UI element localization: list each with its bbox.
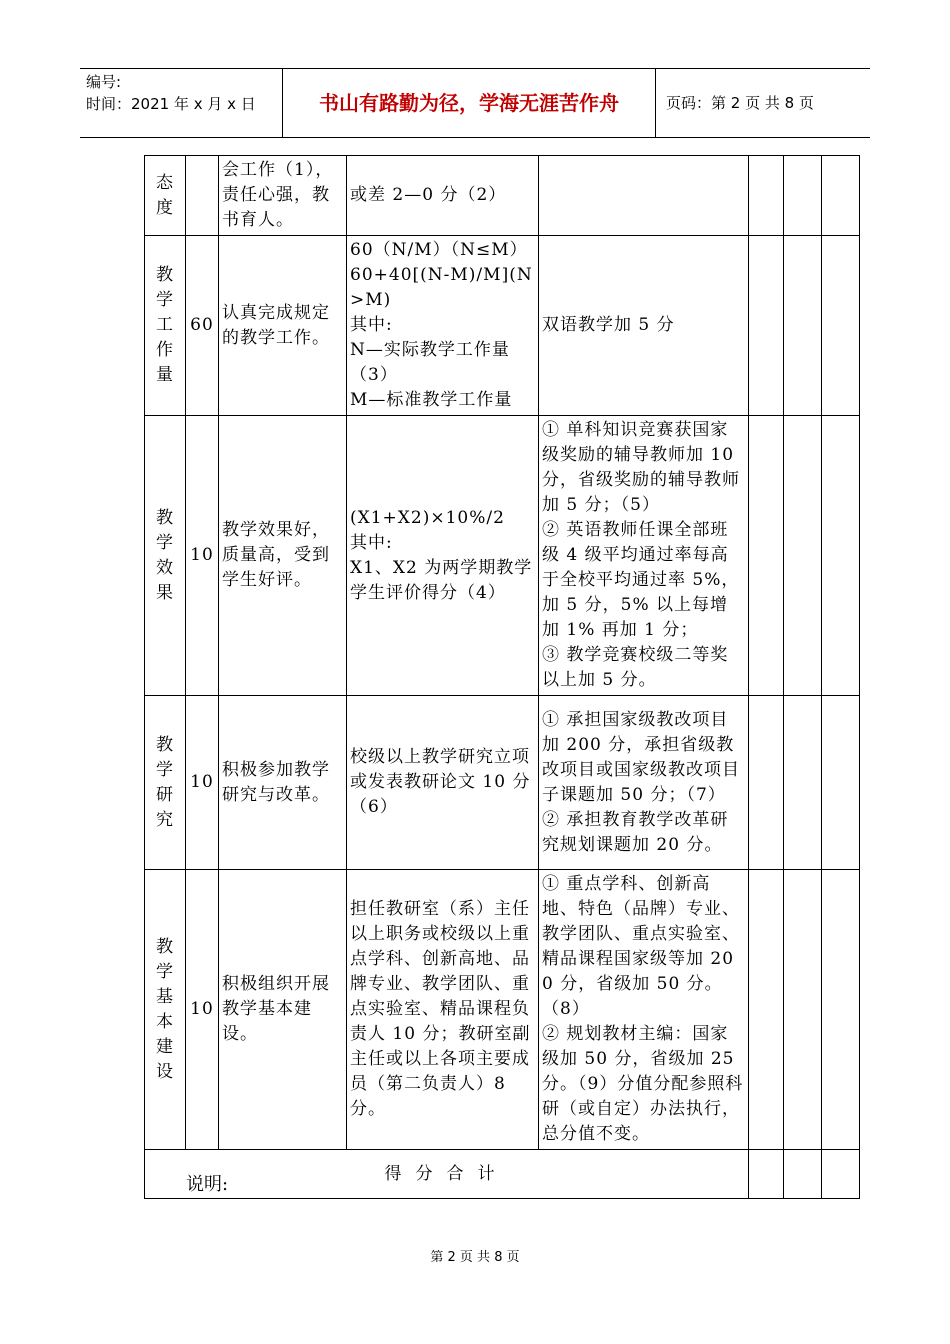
category-label: 教学研究	[156, 734, 174, 830]
header-page-info: 页码：第 2 页 共 8 页	[666, 94, 814, 112]
score-entry-cell	[822, 696, 860, 870]
header-motto: 书山有路勤为径，学海无涯苦作舟	[282, 69, 656, 137]
bonus-cell: ① 单科知识竞赛获国家级奖励的辅导教师加 10 分，省级奖励的辅导教师加 5 分；（5） ② 英语教师任课全部班级 4 级平均通过率每高于全校平均通过率 5%，加 5 分，5% 以上每增加 1% 再加 1 分； ③ 教学竞赛校级二等奖以上加 5 分。	[539, 416, 749, 696]
category-label: 态度	[156, 172, 174, 218]
code-label: 编号:	[86, 73, 122, 91]
category-label: 教学效果	[156, 507, 174, 603]
score-entry-cell	[749, 870, 784, 1150]
category-cell	[145, 236, 186, 416]
score-entry-cell	[749, 696, 784, 870]
bonus-cell	[539, 156, 749, 236]
evaluation-table	[144, 155, 860, 1199]
score-entry-cell	[749, 236, 784, 416]
table-row	[145, 236, 860, 416]
category-cell	[145, 696, 186, 870]
category-cell	[145, 156, 186, 236]
score-cell: 10	[186, 696, 219, 870]
method-cell: 60（N/M）（N≤M） 60+40[(N-M)/M](N>M) 其中: N—实际教学工作量（3） M—标准教学工作量	[347, 236, 539, 416]
requirement-cell: 会工作（1），责任心强，教书育人。	[219, 156, 347, 236]
requirement-cell: 积极参加教学研究与改革。	[219, 696, 347, 870]
score-cell: 10	[186, 870, 219, 1150]
bonus-cell: 双语教学加 5 分	[539, 236, 749, 416]
category-cell	[145, 870, 186, 1150]
bonus-cell: ① 承担国家级教改项目加 200 分，承担省级教改项目或国家级教改项目子课题加 50 分；（7） ② 承担教育教学改革研究规划课题加 20 分。	[539, 696, 749, 870]
total-cell	[822, 1150, 860, 1199]
total-cell	[749, 1150, 784, 1199]
requirement-cell: 认真完成规定的教学工作。	[219, 236, 347, 416]
total-cell	[784, 1150, 822, 1199]
category-cell	[145, 416, 186, 696]
method-cell: 担任教研室（系）主任以上职务或校级以上重点学科、创新高地、品牌专业、教学团队、重点实验室、精品课程负责人 10 分；教研室副主任或以上各项主要成员（第二负责人）8 分。	[347, 870, 539, 1150]
score-entry-cell	[749, 156, 784, 236]
method-cell: 或差 2—0 分（2）	[347, 156, 539, 236]
total-label: 得分合计	[145, 1150, 749, 1199]
category-label: 教学基本建设	[156, 936, 174, 1082]
score-entry-cell	[784, 696, 822, 870]
table-row	[145, 870, 860, 1150]
score-cell: 10	[186, 416, 219, 696]
score-entry-cell	[784, 156, 822, 236]
score-entry-cell	[822, 870, 860, 1150]
score-cell	[186, 156, 219, 236]
category-label: 教学工作量	[156, 265, 174, 385]
bonus-cell: ① 重点学科、创新高地、特色（品牌）专业、教学团队、重点实验室、精品课程国家级等加 200 分，省级加 50 分。（8） ② 规划教材主编：国家级加 50 分，省级加 25 分。（9）分值分配参照科研（或自定）办法执行，总分值不变。	[539, 870, 749, 1150]
score-entry-cell	[822, 156, 860, 236]
score-entry-cell	[822, 236, 860, 416]
table-row	[145, 156, 860, 236]
header-meta	[80, 69, 282, 137]
page-footer: 第 2 页 共 8 页	[430, 1250, 520, 1265]
method-cell: (X1+X2)×10%/2 其中: X1、X2 为两学期教学学生评价得分（4）	[347, 416, 539, 696]
requirement-cell: 积极组织开展教学基本建设。	[219, 870, 347, 1150]
method-cell: 校级以上教学研究立项或发表教研论文 10 分（6）	[347, 696, 539, 870]
time-label: 时间：2021 年 x 月 x 日	[86, 95, 256, 113]
score-entry-cell	[784, 416, 822, 696]
score-cell: 60	[186, 236, 219, 416]
score-entry-cell	[749, 416, 784, 696]
requirement-cell: 教学效果好，质量高，受到学生好评。	[219, 416, 347, 696]
score-entry-cell	[822, 416, 860, 696]
score-entry-cell	[784, 870, 822, 1150]
total-row	[145, 1150, 860, 1199]
page-header	[80, 68, 870, 138]
note-label: 说明:	[186, 1174, 229, 1195]
score-entry-cell	[784, 236, 822, 416]
table-row	[145, 696, 860, 870]
table-row	[145, 416, 860, 696]
